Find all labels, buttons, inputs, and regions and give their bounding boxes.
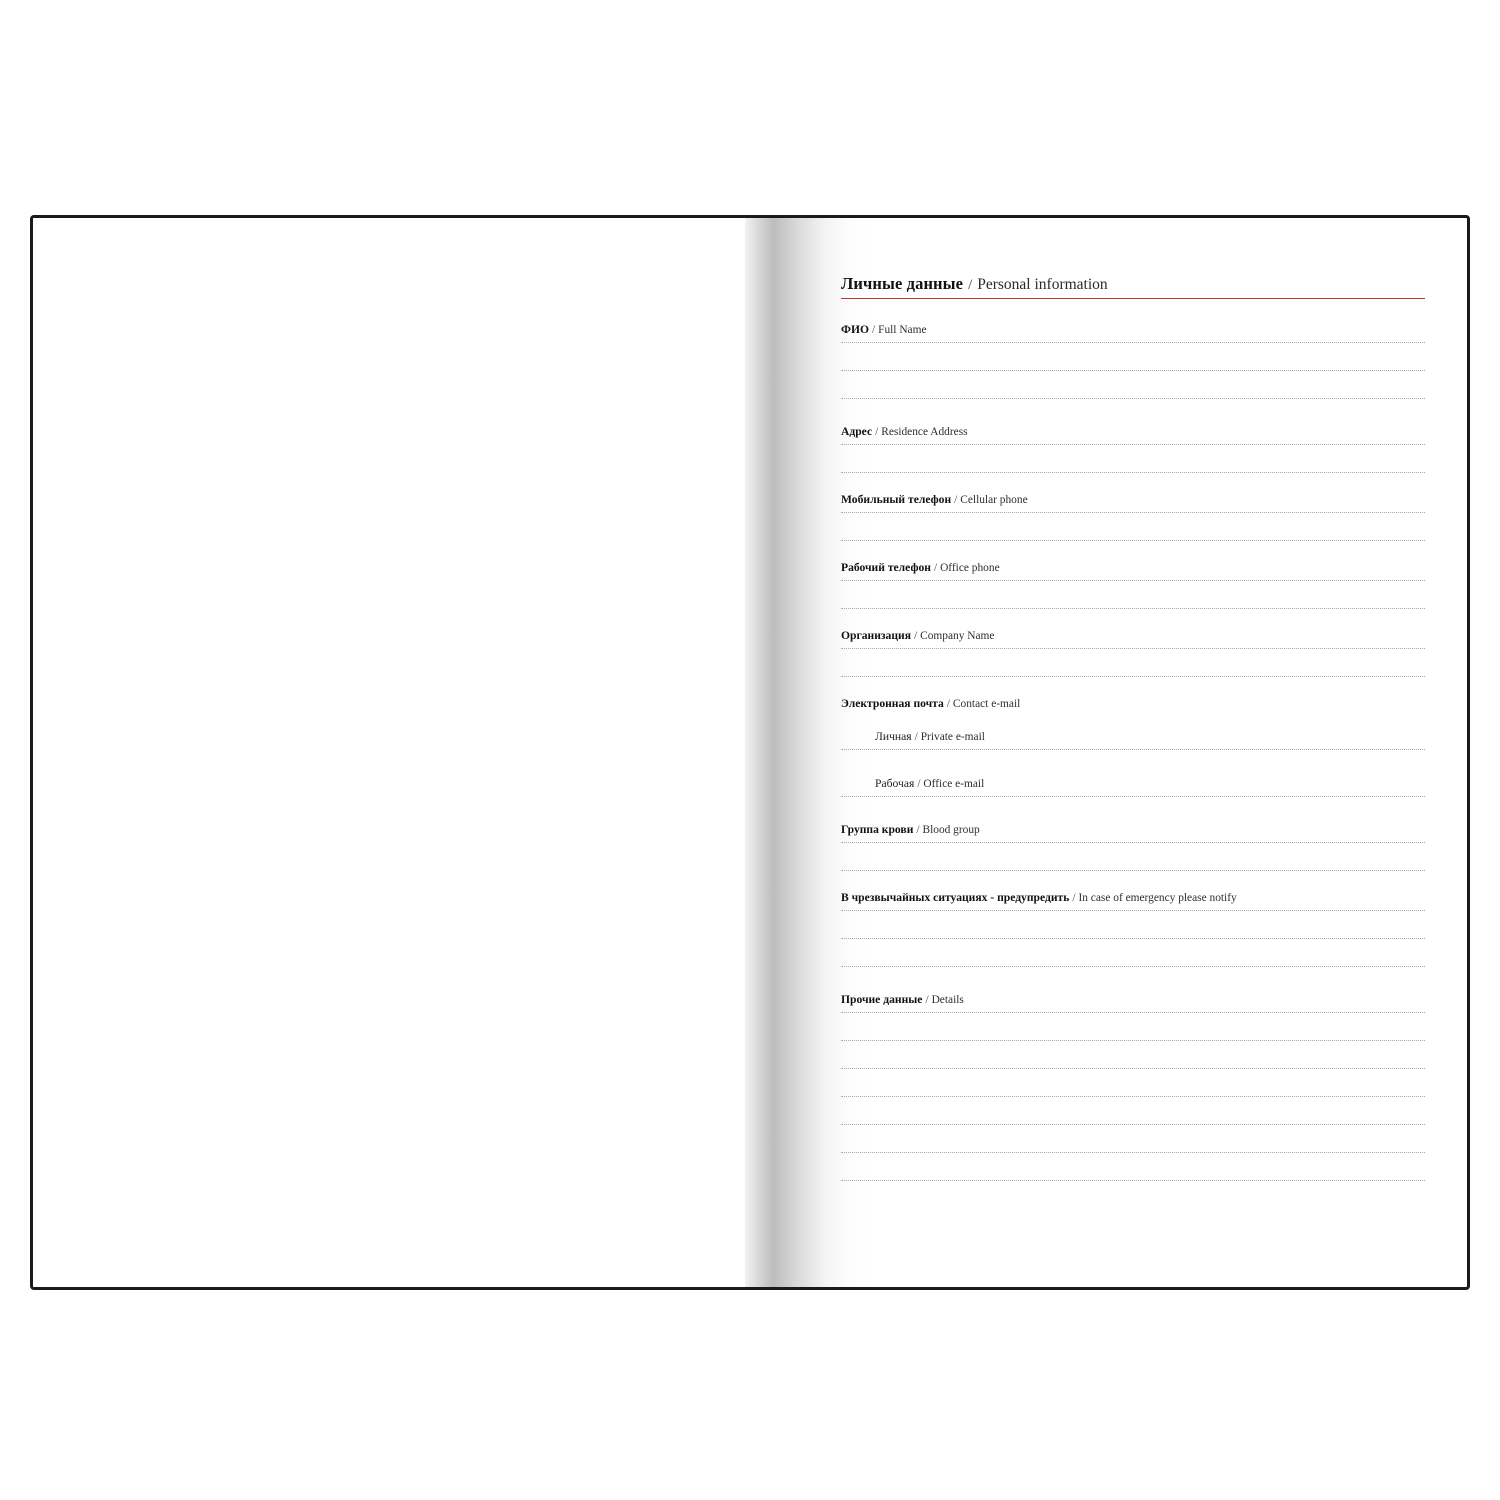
field-label-contact-email [841,695,1425,716]
label-ru: Рабочий телефон [841,561,931,574]
write-line[interactable] [841,749,1425,750]
field-blood-group [841,821,1425,871]
notebook-spread [30,215,1470,1290]
label-en: Cellular phone [960,494,1028,506]
right-printed-page [751,218,1470,1287]
field-cellular-phone [841,491,1425,541]
label-en: Residence Address [881,426,968,438]
page-title-ru: Личные данные [841,274,964,293]
page-title [841,274,1425,294]
form-content [841,274,1425,1183]
page-title-separator: / [968,277,973,293]
label-ru: Адрес [841,425,873,438]
label-ru: Электронная почта [841,697,944,710]
left-blank-page [33,218,751,1287]
label-ru: В чрезвычайных ситуациях - предупредить [841,891,1070,904]
label-separator: / [925,994,929,1006]
field-label-address [841,423,1425,444]
label-separator: / [933,562,938,574]
label-separator: / [916,824,920,836]
field-emergency-contact [841,889,1425,967]
label-en: Blood group [922,824,980,836]
field-contact-email [841,695,1425,716]
field-office-email [841,775,1425,797]
write-line[interactable] [841,398,1425,399]
label-separator: / [875,426,879,438]
label-en: Details [931,994,964,1006]
field-private-email [841,728,1425,750]
label-en: Company Name [920,630,995,642]
label-separator: / [913,630,918,642]
label-separator: / [1072,892,1076,904]
field-company-name [841,627,1425,677]
write-line[interactable] [841,1180,1425,1181]
write-line[interactable] [841,966,1425,967]
label-ru: Мобильный телефон [841,493,952,506]
label-en: Office e-mail [923,778,985,790]
field-label-details [841,991,1425,1012]
write-line[interactable] [841,472,1425,473]
label-ru: ФИО [841,323,869,336]
title-underline-rule [841,298,1425,299]
field-label-company-name [841,627,1425,648]
label-ru: Личная [875,730,912,743]
write-line[interactable] [841,608,1425,609]
label-ru: Группа крови [841,823,914,836]
label-en: Full Name [878,324,927,336]
field-address [841,423,1425,473]
label-separator: / [914,731,918,743]
label-ru: Организация [841,629,911,642]
field-label-cellular-phone [841,491,1425,512]
field-full-name [841,321,1425,399]
field-label-full-name [841,321,1425,342]
label-en: Office phone [940,562,1000,574]
label-separator: / [917,778,921,790]
label-ru: Прочие данные [841,993,923,1006]
label-separator: / [954,494,958,506]
label-en: In case of emergency please notify [1078,892,1237,904]
field-label-private-email [841,728,1425,749]
field-details [841,991,1425,1181]
label-ru: Рабочая [875,777,915,790]
write-line[interactable] [841,540,1425,541]
write-line[interactable] [841,870,1425,871]
label-en: Private e-mail [920,731,985,743]
page-title-en: Personal information [977,276,1108,293]
write-line[interactable] [841,676,1425,677]
field-office-phone [841,559,1425,609]
field-label-office-phone [841,559,1425,580]
write-line[interactable] [841,796,1425,797]
label-en: Contact e-mail [952,698,1021,710]
field-label-emergency-contact [841,889,1425,910]
field-label-blood-group [841,821,1425,842]
field-label-office-email [841,775,1425,796]
label-separator: / [946,698,950,710]
label-separator: / [872,324,876,336]
